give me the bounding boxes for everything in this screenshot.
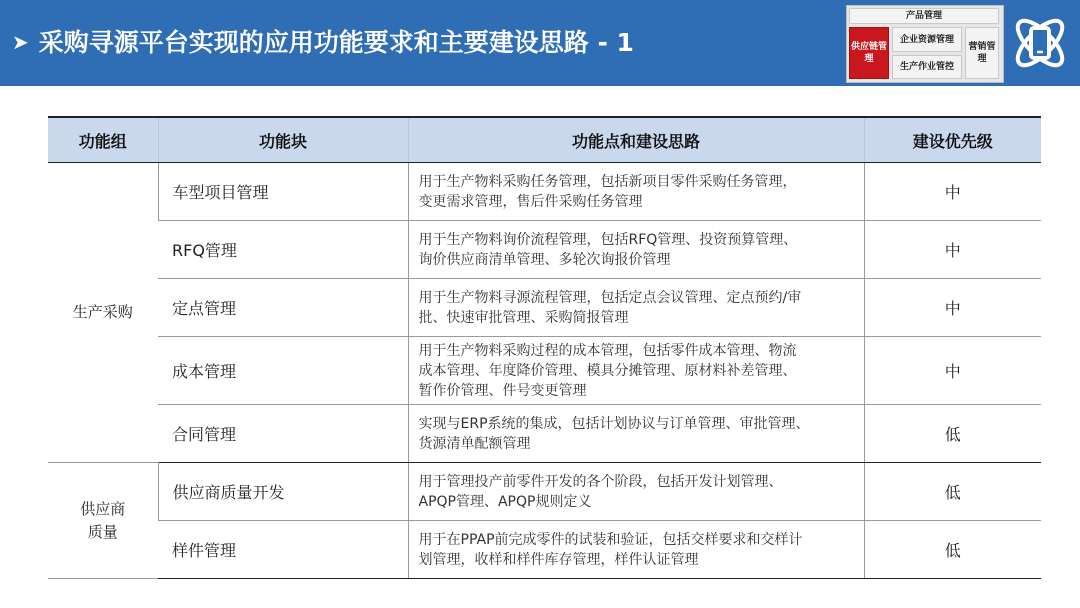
desc-line: 用于生产物料寻源流程管理，包括定点会议管理、定点预约/审	[418, 289, 802, 306]
header-function-points: 功能点和建设思路	[408, 117, 864, 163]
table-header-row	[48, 117, 1041, 163]
module-erp: 企业资源管理	[892, 27, 962, 52]
desc-cell	[408, 521, 864, 579]
desc-line: 用于管理投产前零件开发的各个阶段，包括开发计划管理、	[418, 473, 783, 490]
module-production: 生产作业管控	[892, 55, 962, 79]
block-cell: 成本管理	[158, 337, 408, 405]
desc-cell	[408, 279, 864, 337]
group-name-line: 质量	[87, 522, 118, 541]
desc-line: 暂作价管理、件号变更管理	[418, 382, 587, 399]
desc-line: 划管理，收样和样件库存管理，样件认证管理	[418, 551, 699, 568]
priority-cell: 低	[864, 405, 1041, 463]
desc-cell	[408, 163, 864, 221]
desc-cell	[408, 405, 864, 463]
group-name-line: 供应商	[80, 499, 126, 518]
block-cell: 样件管理	[158, 521, 408, 579]
desc-line: 用于生产物料询价流程管理，包括RFQ管理、投资预算管理、	[418, 231, 798, 248]
priority-cell: 中	[864, 221, 1041, 279]
priority-cell: 中	[864, 337, 1041, 405]
desc-line: 成本管理、年度降价管理、模具分摊管理、原材料补差管理、	[418, 362, 797, 379]
desc-line: 变更需求管理，售后件采购任务管理	[418, 193, 643, 210]
desc-line: 批、快速审批管理、采购简报管理	[418, 309, 629, 326]
desc-cell	[408, 463, 864, 521]
priority-cell: 中	[864, 163, 1041, 221]
block-cell: 供应商质量开发	[158, 463, 408, 521]
module-supply-chain: 供应链管理	[849, 27, 889, 79]
header-priority: 建设优先级	[864, 117, 1041, 163]
group-cell: 生产采购	[48, 163, 158, 463]
desc-cell	[408, 221, 864, 279]
table-row	[48, 221, 1041, 279]
table-row	[48, 405, 1041, 463]
module-product: 产品管理	[849, 8, 999, 24]
desc-line: 用于生产物料采购过程的成本管理，包括零件成本管理、物流	[418, 342, 797, 359]
desc-cell	[408, 337, 864, 405]
page-title-text: 采购寻源平台实现的应用功能要求和主要建设思路 - 1	[38, 28, 634, 57]
priority-cell: 低	[864, 463, 1041, 521]
block-cell: RFQ管理	[158, 221, 408, 279]
requirements-table	[48, 116, 1041, 579]
block-cell: 合同管理	[158, 405, 408, 463]
header-function-block: 功能块	[158, 117, 408, 163]
table-row	[48, 463, 1041, 521]
header-bar	[0, 0, 1080, 86]
desc-line: 询价供应商清单管理、多轮次询报价管理	[418, 251, 671, 268]
desc-line: 用于在PPAP前完成零件的试装和验证，包括交样要求和交样计	[418, 531, 803, 548]
page-title	[12, 22, 634, 62]
module-marketing: 营销管理	[965, 27, 999, 79]
group-cell	[48, 463, 158, 579]
priority-cell: 低	[864, 521, 1041, 579]
desc-line: APQP管理、APQP规则定义	[418, 493, 592, 510]
table-row	[48, 279, 1041, 337]
block-cell: 定点管理	[158, 279, 408, 337]
block-cell: 车型项目管理	[158, 163, 408, 221]
desc-line: 货源清单配额管理	[418, 435, 531, 452]
priority-cell: 中	[864, 279, 1041, 337]
table-row	[48, 521, 1041, 579]
desc-line: 用于生产物料采购任务管理，包括新项目零件采购任务管理，	[418, 173, 797, 190]
atom-phone-icon	[1008, 8, 1072, 78]
desc-line: 实现与ERP系统的集成，包括计划协议与订单管理、审批管理、	[418, 415, 810, 432]
chevron-right-icon: ➤	[12, 30, 29, 54]
module-map	[846, 5, 1004, 83]
table-row	[48, 163, 1041, 221]
header-function-group: 功能组	[48, 117, 158, 163]
table-row	[48, 337, 1041, 405]
